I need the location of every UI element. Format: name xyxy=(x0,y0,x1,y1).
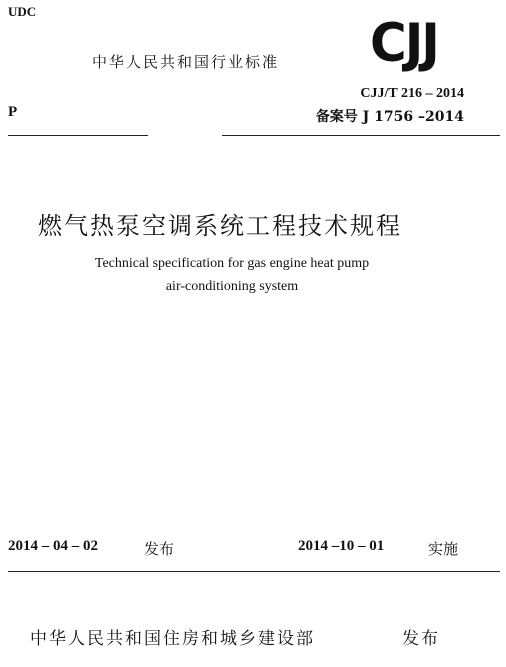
cjj-logo: CJJ xyxy=(370,12,438,74)
document-title-english-line2: air-conditioning system xyxy=(165,279,299,294)
record-number: 备案号 J 1756 –2014 xyxy=(315,109,464,125)
implement-label: 实施 xyxy=(428,540,459,558)
document-title-chinese: 燃气热泵空调系统工程技术规程 xyxy=(38,212,402,240)
issue-label: 发布 xyxy=(144,540,175,558)
issue-date: 2014 – 04 – 02 xyxy=(8,538,98,554)
header-divider-left xyxy=(8,135,148,136)
footer-divider xyxy=(8,571,500,572)
header-divider-right xyxy=(222,135,500,136)
classification-code: P xyxy=(8,104,18,120)
publish-label: 发布 xyxy=(402,629,440,649)
document-title-english-line1: Technical specification for gas engine heat pump xyxy=(94,256,370,271)
publisher-name: 中华人民共和国住房和城乡建设部 xyxy=(30,629,315,649)
implement-date: 2014 –10 – 01 xyxy=(298,538,385,554)
industry-standard-heading: 中华人民共和国行业标准 xyxy=(92,53,280,71)
standard-code: CJJ/T 216 – 2014 xyxy=(360,86,464,101)
udc-label: UDC xyxy=(8,4,37,19)
